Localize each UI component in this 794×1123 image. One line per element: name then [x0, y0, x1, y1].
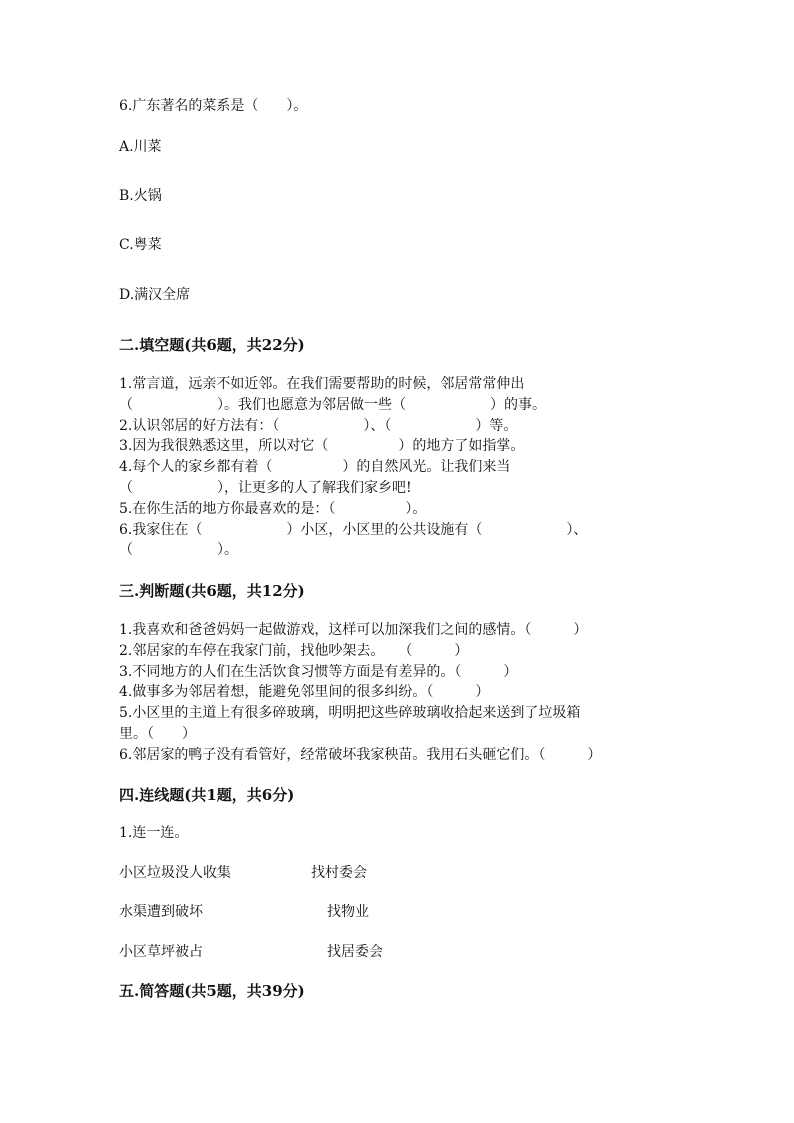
- match-question: 1.连一连。: [119, 825, 189, 841]
- fill-line: （ ）。: [119, 542, 238, 558]
- judge-line: 6.邻居家的鸭子没有看管好，经常破坏我家秧苗。我用石头砸它们。（ ）: [119, 747, 602, 763]
- option-c: C.粤菜: [119, 237, 162, 253]
- fill-line: 2.认识邻居的好方法有：（ ）、（ ）等。: [119, 418, 518, 434]
- fill-line: 6.我家住在（ ）小区，小区里的公共设施有（ ）、: [119, 522, 588, 538]
- fill-line: （ ），让更多的人了解我们家乡吧!: [119, 480, 412, 496]
- judge-line: 5.小区里的主道上有很多碎玻璃，明明把这些碎玻璃收拾起来送到了垃圾箱: [119, 705, 581, 721]
- option-a: A.川菜: [119, 139, 162, 155]
- fill-line: 3.因为我很熟悉这里，所以对它（ ）的地方了如指掌。: [119, 438, 525, 454]
- fill-line: 1.常言道，远亲不如近邻。在我们需要帮助的时候，邻居常常伸出: [119, 376, 525, 392]
- question-6-stem: 6.广东著名的菜系是（ ）。: [119, 98, 308, 114]
- judge-line: 1.我喜欢和爸爸妈妈一起做游戏，这样可以加深我们之间的感情。（ ）: [119, 622, 588, 638]
- match-right-item: 找村委会: [311, 865, 367, 881]
- judge-line: 4.做事多为邻居着想，能避免邻里间的很多纠纷。（ ）: [119, 684, 490, 700]
- section-3-title: 三.判断题(共6题，共12分): [119, 582, 305, 600]
- match-left-item: 小区垃圾没人收集: [119, 865, 231, 881]
- judge-line: 里。（ ）: [119, 726, 196, 742]
- match-left-item: 水渠遭到破坏: [119, 904, 203, 920]
- match-right-item: 找居委会: [327, 944, 383, 960]
- match-right-item: 找物业: [327, 904, 369, 920]
- section-4-title: 四.连线题(共1题，共6分): [119, 786, 295, 804]
- judge-line: 3.不同地方的人们在生活饮食习惯等方面是有差异的。（ ）: [119, 664, 518, 680]
- section-2-title: 二.填空题(共6题，共22分): [119, 336, 305, 354]
- fill-line: 5.在你生活的地方你最喜欢的是：（ ）。: [119, 501, 427, 517]
- fill-line: 4.每个人的家乡都有着（ ）的自然风光。让我们来当: [119, 459, 511, 475]
- match-left-item: 小区草坪被占: [119, 944, 203, 960]
- fill-line: （ ）。我们也愿意为邻居做一些（ ）的事。: [119, 397, 546, 413]
- section-5-title: 五.简答题(共5题，共39分): [119, 982, 305, 1000]
- option-d: D.满汉全席: [119, 287, 191, 303]
- option-b: B.火锅: [119, 188, 162, 204]
- judge-line: 2.邻居家的车停在我家门前，找他吵架去。 （ ）: [119, 643, 469, 659]
